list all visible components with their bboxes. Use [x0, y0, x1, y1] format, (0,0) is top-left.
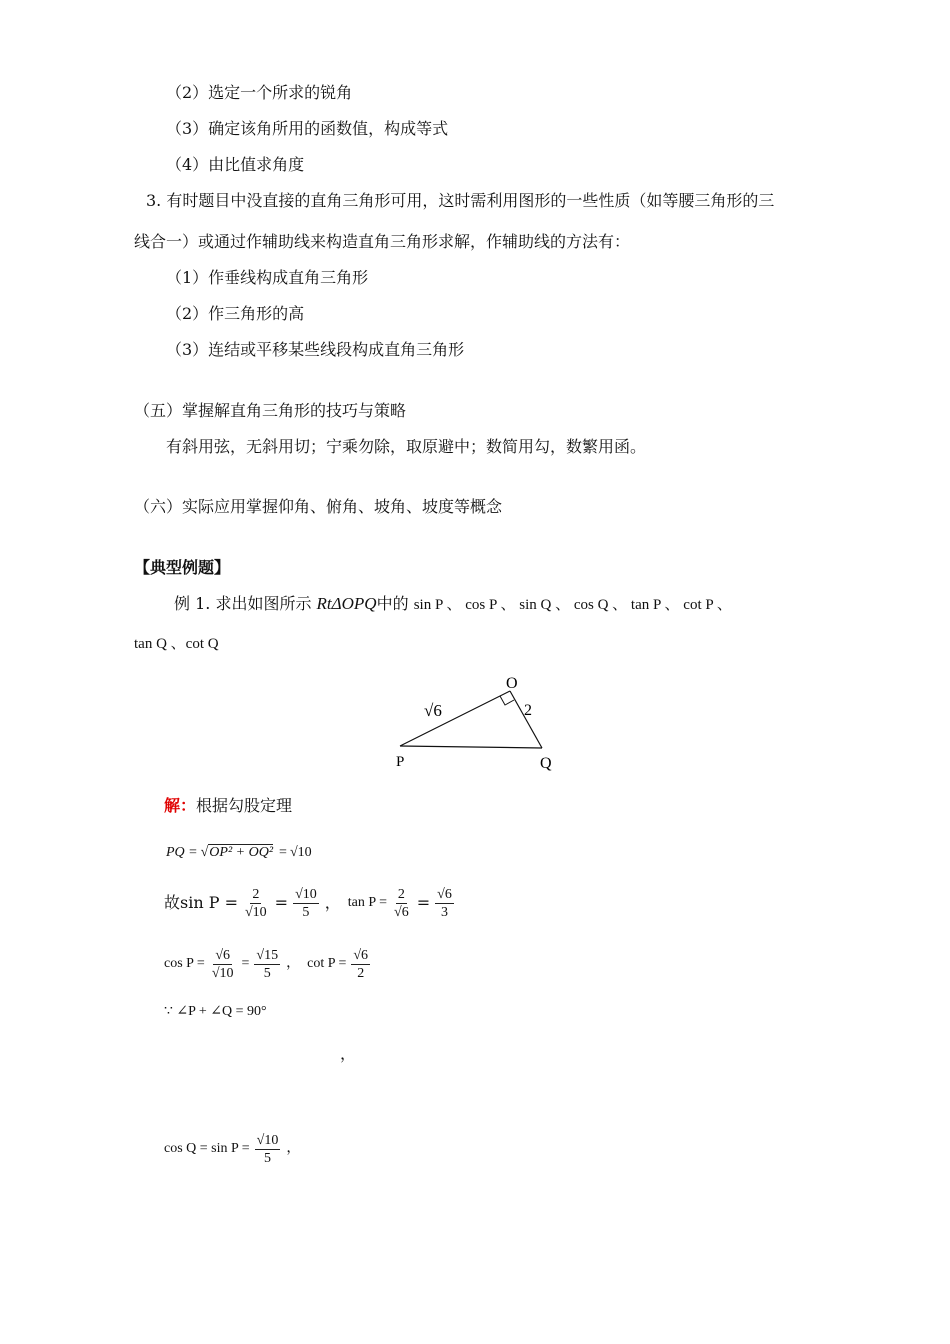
example-1-statement: [174, 594, 732, 615]
numerator: √10: [295, 886, 317, 902]
denominator: √6: [394, 904, 409, 920]
example-mid: 中的: [376, 594, 409, 613]
example-prefix: 例 1. 求出如图所示: [174, 594, 312, 613]
side-label-op: √6: [424, 701, 442, 720]
denominator: 5: [302, 904, 310, 920]
denominator: 3: [440, 904, 448, 920]
fraction: [435, 886, 457, 921]
fraction: [255, 1132, 284, 1167]
denominator: 5: [264, 1150, 272, 1166]
solution-label: 解：: [164, 796, 197, 815]
comma: ，: [340, 1044, 357, 1063]
sinp-prefix: 故sin P =: [164, 893, 238, 912]
equals-sign: =: [274, 893, 289, 912]
fraction: [254, 947, 283, 982]
tanp-prefix: tan P =: [347, 895, 388, 910]
equals-sign: =: [279, 845, 287, 860]
side-label-oq: 2: [524, 702, 532, 719]
equals-sign: =: [241, 956, 250, 971]
cosp-prefix: cos P =: [164, 956, 205, 971]
cosq-equation: [164, 1128, 303, 1170]
denominator: √10: [244, 904, 267, 920]
pq-lhs: PQ =: [166, 845, 198, 860]
numerator: 2: [397, 886, 405, 902]
side-op: [400, 691, 510, 746]
function-list-2: tan Q 、cot Q: [134, 636, 219, 652]
solution-text: 根据勾股定理: [196, 796, 293, 815]
examples-heading: 【典型例题】: [134, 558, 231, 577]
fraction: [293, 886, 322, 921]
section-heading: （六）实际应用掌握仰角、俯角、坡角、坡度等概念: [134, 497, 503, 516]
radicand: OP² + OQ²: [209, 845, 274, 860]
comma: ，: [324, 893, 341, 912]
comma: ，: [286, 1141, 301, 1156]
equals-sign: =: [416, 893, 431, 912]
cotp-prefix: cot P =: [307, 956, 347, 971]
side-oq: [510, 691, 542, 748]
fraction: [243, 886, 272, 921]
angle-sum-statement: ∵ ∠P + ∠Q = 90°: [164, 1004, 267, 1019]
list-item: （2）选定一个所求的锐角: [166, 83, 353, 102]
triangle-diagram: [390, 668, 570, 778]
denominator: 2: [357, 965, 365, 981]
sinp-tanp-equations: [164, 882, 460, 924]
fraction: [392, 886, 414, 921]
solution-intro: [164, 796, 292, 816]
vertex-label-o: O: [506, 675, 518, 692]
paragraph: 线合一）或通过作辅助线来构造直角三角形求解，作辅助线的方法有：: [134, 232, 631, 251]
vertex-label-q: Q: [540, 755, 552, 772]
pq-equation: [166, 843, 315, 863]
function-list-1: sin P 、 cos P 、 sin Q 、 cos Q 、 tan P 、 cot P 、: [413, 597, 732, 613]
pq-result: √10: [289, 845, 312, 860]
sqrt-expression: √OP² + OQ²: [200, 845, 274, 860]
paragraph: 有斜用弦，无斜用切；宁乘勿除，取原避中；数简用勾，数繁用函。: [166, 437, 647, 456]
numerator: √6: [215, 947, 231, 963]
list-item: （4）由比值求角度: [166, 155, 305, 174]
list-item: （1）作垂线构成直角三角形: [166, 268, 369, 287]
cosp-cotp-equations: [164, 943, 376, 985]
section-heading: （五）掌握解直角三角形的技巧与策略: [134, 401, 407, 420]
denominator: 5: [263, 965, 271, 981]
fraction: [351, 947, 373, 982]
vertex-label-p: P: [396, 754, 405, 770]
comma: ，: [286, 956, 301, 971]
numerator: √6: [353, 947, 369, 963]
list-item: （3）确定该角所用的函数值，构成等式: [166, 119, 449, 138]
numerator: √15: [256, 947, 279, 963]
paragraph: 3. 有时题目中没直接的直角三角形可用，这时需利用图形的一些性质（如等腰三角形的三: [146, 191, 775, 210]
numerator: 2: [252, 886, 260, 902]
right-angle-mark: [500, 696, 514, 705]
side-pq: [400, 746, 542, 748]
denominator: √10: [211, 965, 234, 981]
fraction: [210, 947, 239, 982]
numerator: √10: [256, 1132, 279, 1148]
list-item: （3）连结或平移某些线段构成直角三角形: [166, 340, 465, 359]
numerator: √6: [437, 886, 452, 902]
triangle-name: RtΔOPQ: [316, 594, 377, 613]
cosq-prefix: cos Q = sin P =: [164, 1141, 250, 1156]
list-item: （2）作三角形的高: [166, 304, 305, 323]
